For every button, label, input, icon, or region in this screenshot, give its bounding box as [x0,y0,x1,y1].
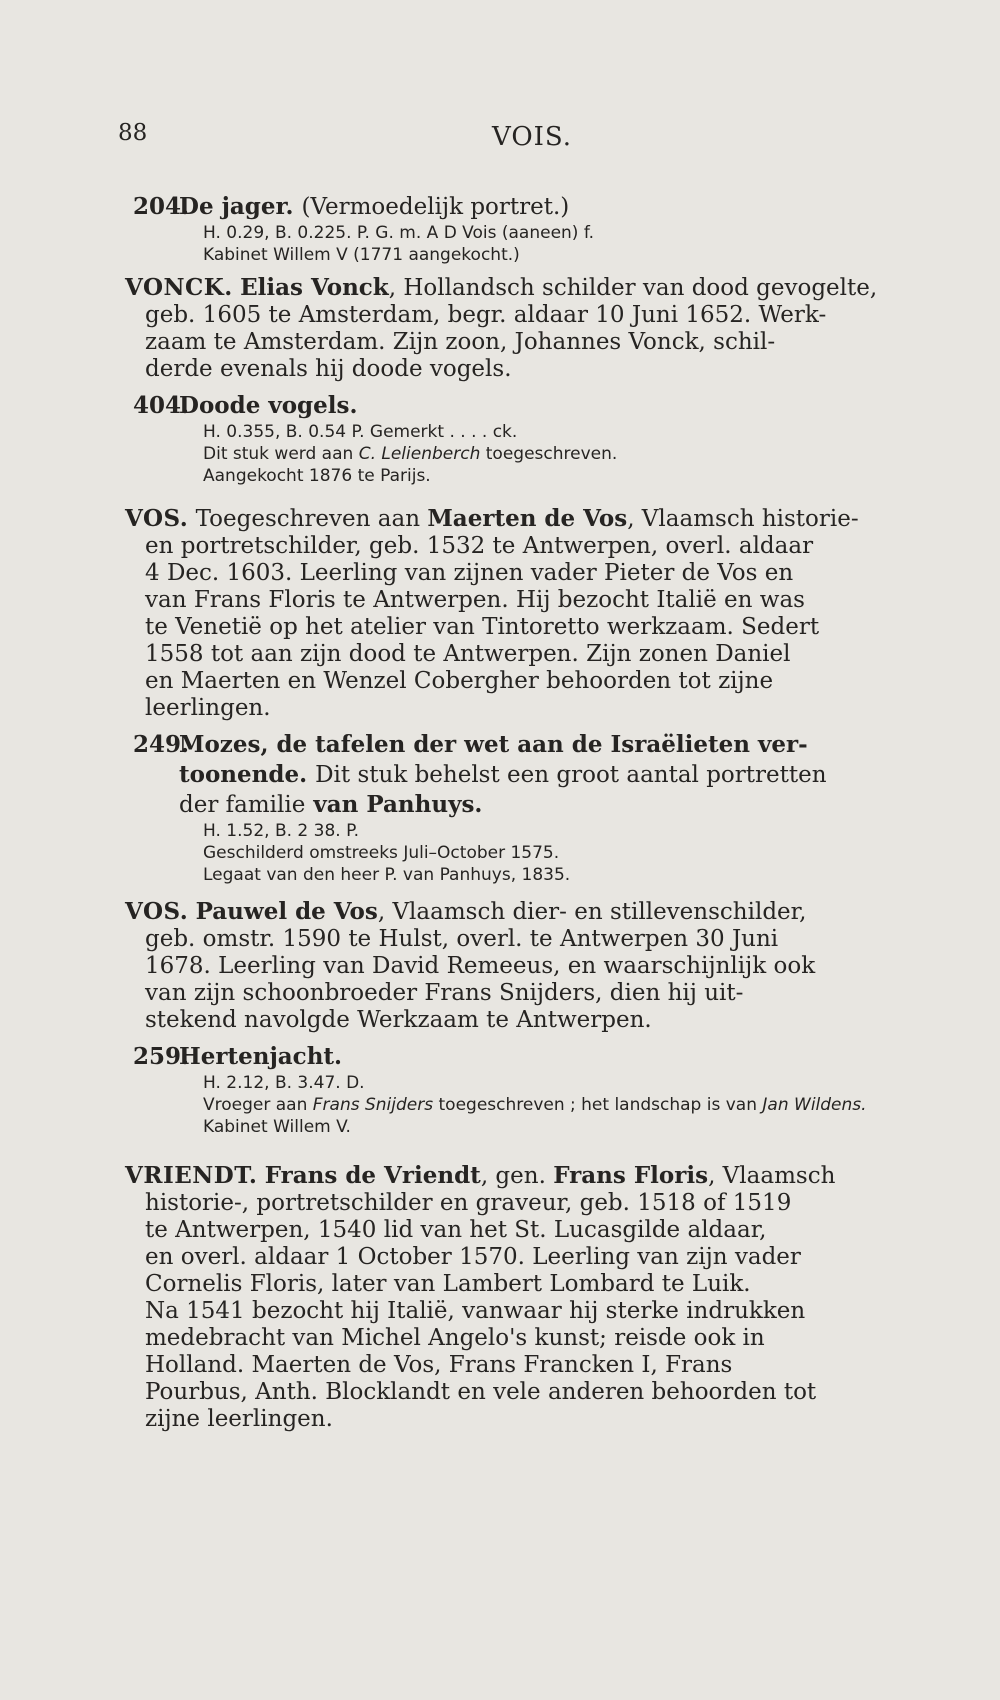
running-title: VOIS. [492,122,573,152]
artist-bio-line: Cornelis Floris, later van Lambert Lombard te Luik. [145,1271,751,1297]
entry-provenance: Kabinet Willem V (1771 aangekocht.) [203,245,520,265]
artist-heading: VONCK. [125,274,233,301]
page-header [118,120,920,160]
artist-name: Elias Vonck [240,274,389,301]
artist-bio-line: , Vlaamsch historie- [627,506,859,532]
entry-number: 259. [133,1043,190,1070]
meta-text: Dit stuk werd aan [203,444,354,464]
entry-attribution [203,1094,925,1116]
artist-bio-line: historie-, portretschilder en graveur, geb. 1518 of 1519 [145,1190,792,1216]
artist-vos-pauwel [125,898,925,1034]
artist-bio-line: Toegeschreven aan [195,506,421,532]
entry-family-name: van Panhuys. [313,791,483,818]
entry-249 [133,730,925,886]
entry-404 [133,391,925,487]
artist-bio-line: en overl. aldaar 1 October 1570. Leerling van zijn vader [145,1244,801,1270]
entry-dimensions: H. 1.52, B. 2 38. P. [203,821,360,841]
artist-vos-maerten [125,505,925,722]
artist-bio-line: zaam te Amsterdam. Zijn zoon, Johannes Vonck, schil- [145,329,776,355]
meta-text: toegeschreven ; het landschap is van [438,1095,757,1115]
artist-bio-line: , Vlaamsch [708,1163,836,1189]
artist-bio-line: geb. omstr. 1590 te Hulst, overl. te Antwerpen 30 Juni [145,926,779,952]
artist-bio-line: te Venetië op het atelier van Tintoretto werkzaam. Sedert [145,614,820,640]
artist-bio-line: stekend navolgde Werkzaam te Antwerpen. [145,1007,652,1033]
artist-bio-line: geb. 1605 te Amsterdam, begr. aldaar 10 Juni 1652. Werk- [145,302,827,328]
artist-bio-line: zijne leerlingen. [145,1406,333,1432]
artist-bio-line: Na 1541 bezocht hij Italië, vanwaar hij sterke indrukken [145,1298,806,1324]
entry-provenance: Legaat van den heer P. van Panhuys, 1835. [203,865,571,885]
entry-description: der familie [179,792,306,818]
entry-259 [133,1042,925,1138]
entry-attribution [203,443,925,465]
entry-dimensions: H. 2.12, B. 3.47. D. [203,1073,365,1093]
artist-bio-line: leerlingen. [145,695,271,721]
artist-bio-line: , Vlaamsch dier- en stillevenschilder, [377,899,807,925]
entry-number: 404. [133,392,190,419]
artist-name: Pauwel de Vos [195,898,378,925]
artist-heading: VOS. [125,505,189,532]
entry-title: Hertenjacht. [179,1043,343,1070]
entry-provenance: Kabinet Willem V. [203,1117,351,1137]
artist-vonck [125,274,925,383]
artist-vriendt [125,1162,925,1433]
entry-title: Doode vogels. [179,392,358,419]
artist-bio-line: 1558 tot aan zijn dood te Antwerpen. Zijn zonen Daniel [145,641,791,667]
entry-provenance: Aangekocht 1876 te Parijs. [203,466,431,486]
artist-heading: VRIENDT. [125,1162,258,1189]
artist-bio-line: te Antwerpen, 1540 lid van het St. Lucasgilde aldaar, [145,1217,767,1243]
entry-number: 249. [133,731,190,758]
entry-date: Geschilderd omstreeks Juli–October 1575. [203,843,560,863]
meta-text: Vroeger aan [203,1095,308,1115]
entry-title: Mozes, de tafelen der wet aan de Israëlieten ver- [179,731,808,758]
artist-bio-line: , gen. [480,1163,546,1189]
entry-dimensions: H. 0.29, B. 0.225. P. G. m. A D Vois (aaneen) f. [203,223,594,243]
artist-bio-line: Holland. Maerten de Vos, Frans Francken I, Frans [145,1352,733,1378]
page-number: 88 [118,120,148,146]
entry-subtitle: (Vermoedelijk portret.) [301,194,570,220]
meta-text: toegeschreven. [485,444,618,464]
meta-artist-name: Frans Snijders [312,1095,434,1115]
artist-bio-line: 4 Dec. 1603. Leerling van zijnen vader Pieter de Vos en [145,560,794,586]
artist-bio-line: van Frans Floris te Antwerpen. Hij bezocht Italië en was [145,587,805,613]
artist-bio-line: Pourbus, Anth. Blocklandt en vele anderen behoorden tot [145,1379,817,1405]
artist-bio-line: derde evenals hij doode vogels. [145,356,512,382]
artist-bio-line: en Maerten en Wenzel Cobergher behoorden tot zijne [145,668,774,694]
meta-artist-name: Jan Wildens. [762,1095,867,1115]
catalogue-text [125,192,925,1441]
entry-dimensions: H. 0.355, B. 0.54 P. Gemerkt . . . . ck. [203,422,518,442]
artist-name: Maerten de Vos [427,505,628,532]
artist-bio-line: medebracht van Michel Angelo's kunst; reisde ook in [145,1325,765,1351]
artist-bio-line: van zijn schoonbroeder Frans Snijders, dien hij uit- [145,980,744,1006]
meta-artist-name: C. Lelienberch [358,444,481,464]
entry-204 [133,192,925,266]
entry-title: De jager. [179,193,294,220]
artist-bio-line: , Hollandsch schilder van dood gevogelte, [388,275,878,301]
artist-heading: VOS. [125,898,189,925]
entry-number: 204. [133,193,190,220]
artist-alias: Frans Floris [553,1162,709,1189]
entry-title-continued: toonende. [179,761,308,788]
artist-bio-line: en portretschilder, geb. 1532 te Antwerpen, overl. aldaar [145,533,814,559]
entry-description: Dit stuk behelst een groot aantal portretten [315,762,827,788]
artist-bio-line: 1678. Leerling van David Remeeus, en waarschijnlijk ook [145,953,816,979]
artist-name: Frans de Vriendt [264,1162,481,1189]
